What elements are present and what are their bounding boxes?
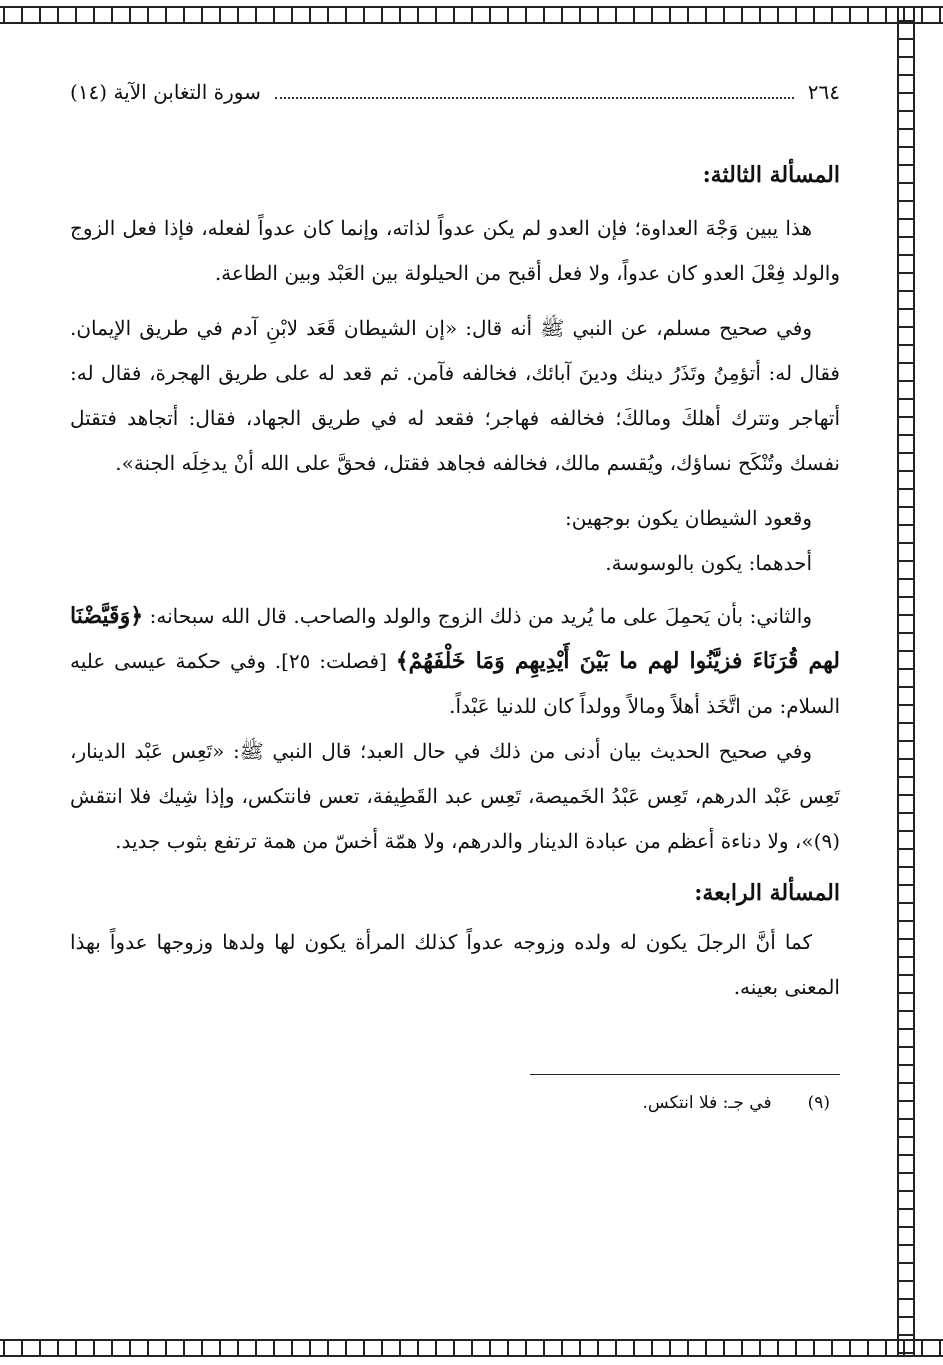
paragraph: وفي صحيح مسلم، عن النبي ﷺ أنه قال: «إن الشيطان قَعَد لابْنِ آدم في طريق الإيمان. فقال له: أتؤمِنُ وتَذَرُ دينك ودينَ آبائك، فخالفه فآمن. ثم قعد له على طريق الهجرة، فقال له: أتهاجر وتترك أهلكَ ومالكَ؛ فخالفه فهاجر؛ فقعد له في طريق الجهاد، فقال: أتجاهد فتقتل نفسك وتُنْكَح نساؤك، ويُقسم مالك، فخالفه فجاهد فقتل، فحقَّ على الله أنْ يدخِلَه الجنة».	[70, 316, 840, 475]
paragraph: هذا يبين وَجْهَ العداوة؛ فإن العدو لم يكن عدواً لذاته، وإنما كان عدواً لفعله، فإذا فعل الزوج والولد فِعْلَ العدو كان عدواً، ولا فعل أقبح من الحيلولة بين العَبْد وبين الطاعة.	[70, 216, 840, 285]
footnote-text: في جـ: فلا انتكس.	[642, 1093, 772, 1113]
quran-verse: ﴿وَقَيَّضْنَا لهم قُرَنَاءَ فزيَّنُوا لهم ما بَيْنَ أَيْدِيهِم وَمَا خَلْفَهُمْ﴾	[70, 603, 841, 674]
paragraph-with-verse	[70, 594, 840, 729]
footnote-separator	[530, 1074, 840, 1075]
paragraph: وقعود الشيطان يكون بوجهين:	[564, 506, 812, 530]
paragraph-tail: وفي حكمة عيسى عليه السلام: من اتَّخَذ أهلاً ومالاً وولداً كان للدنيا عَبْداً.	[70, 649, 840, 718]
footnote-marker: (٩)	[807, 1093, 830, 1113]
section-heading-fourth: المسألة الرابعة:	[694, 880, 840, 906]
header-leader-dots	[275, 97, 794, 99]
verse-reference: [فصلت: ٢٥].	[274, 649, 387, 673]
running-title: سورة التغابن الآية (١٤)	[70, 80, 261, 104]
footnote	[70, 1093, 840, 1113]
paragraph: وفي صحيح الحديث بيان أدنى من ذلك في حال العبد؛ قال النبي ﷺ: «تَعِس عَبْد الدينار، تَعِس عَبْد الدرهم، تَعِس عَبْدُ الخَميصة، تَعِس عبد القَطِيفة، تعس فانتكس، وإذا شِيك فلا انتقش (٩)»، ولا دناءة أعظم من عبادة الدينار والدرهم، ولا همّة أخسّ من همة ترتفع بثوب جديد.	[70, 739, 840, 853]
right-border	[897, 6, 915, 1357]
bottom-border	[0, 1339, 943, 1357]
verse-intro: والثاني: بأن يَحمِلَ على ما يُريد من ذلك الزوج والولد والصاحب. قال الله سبحانه:	[149, 604, 812, 628]
top-border	[0, 6, 943, 24]
running-header	[70, 70, 840, 110]
section-heading-third: المسألة الثالثة:	[702, 162, 840, 188]
page-number: ٢٦٤	[807, 80, 840, 104]
paragraph: أحدهما: يكون بالوسوسة.	[605, 551, 812, 575]
page-body	[70, 70, 840, 1113]
paragraph: كما أنَّ الرجلَ يكون له ولده وزوجه عدواً كذلك المرأة يكون لها ولدها وزوجها عدواً بهذا المعنى بعينه.	[70, 930, 840, 999]
